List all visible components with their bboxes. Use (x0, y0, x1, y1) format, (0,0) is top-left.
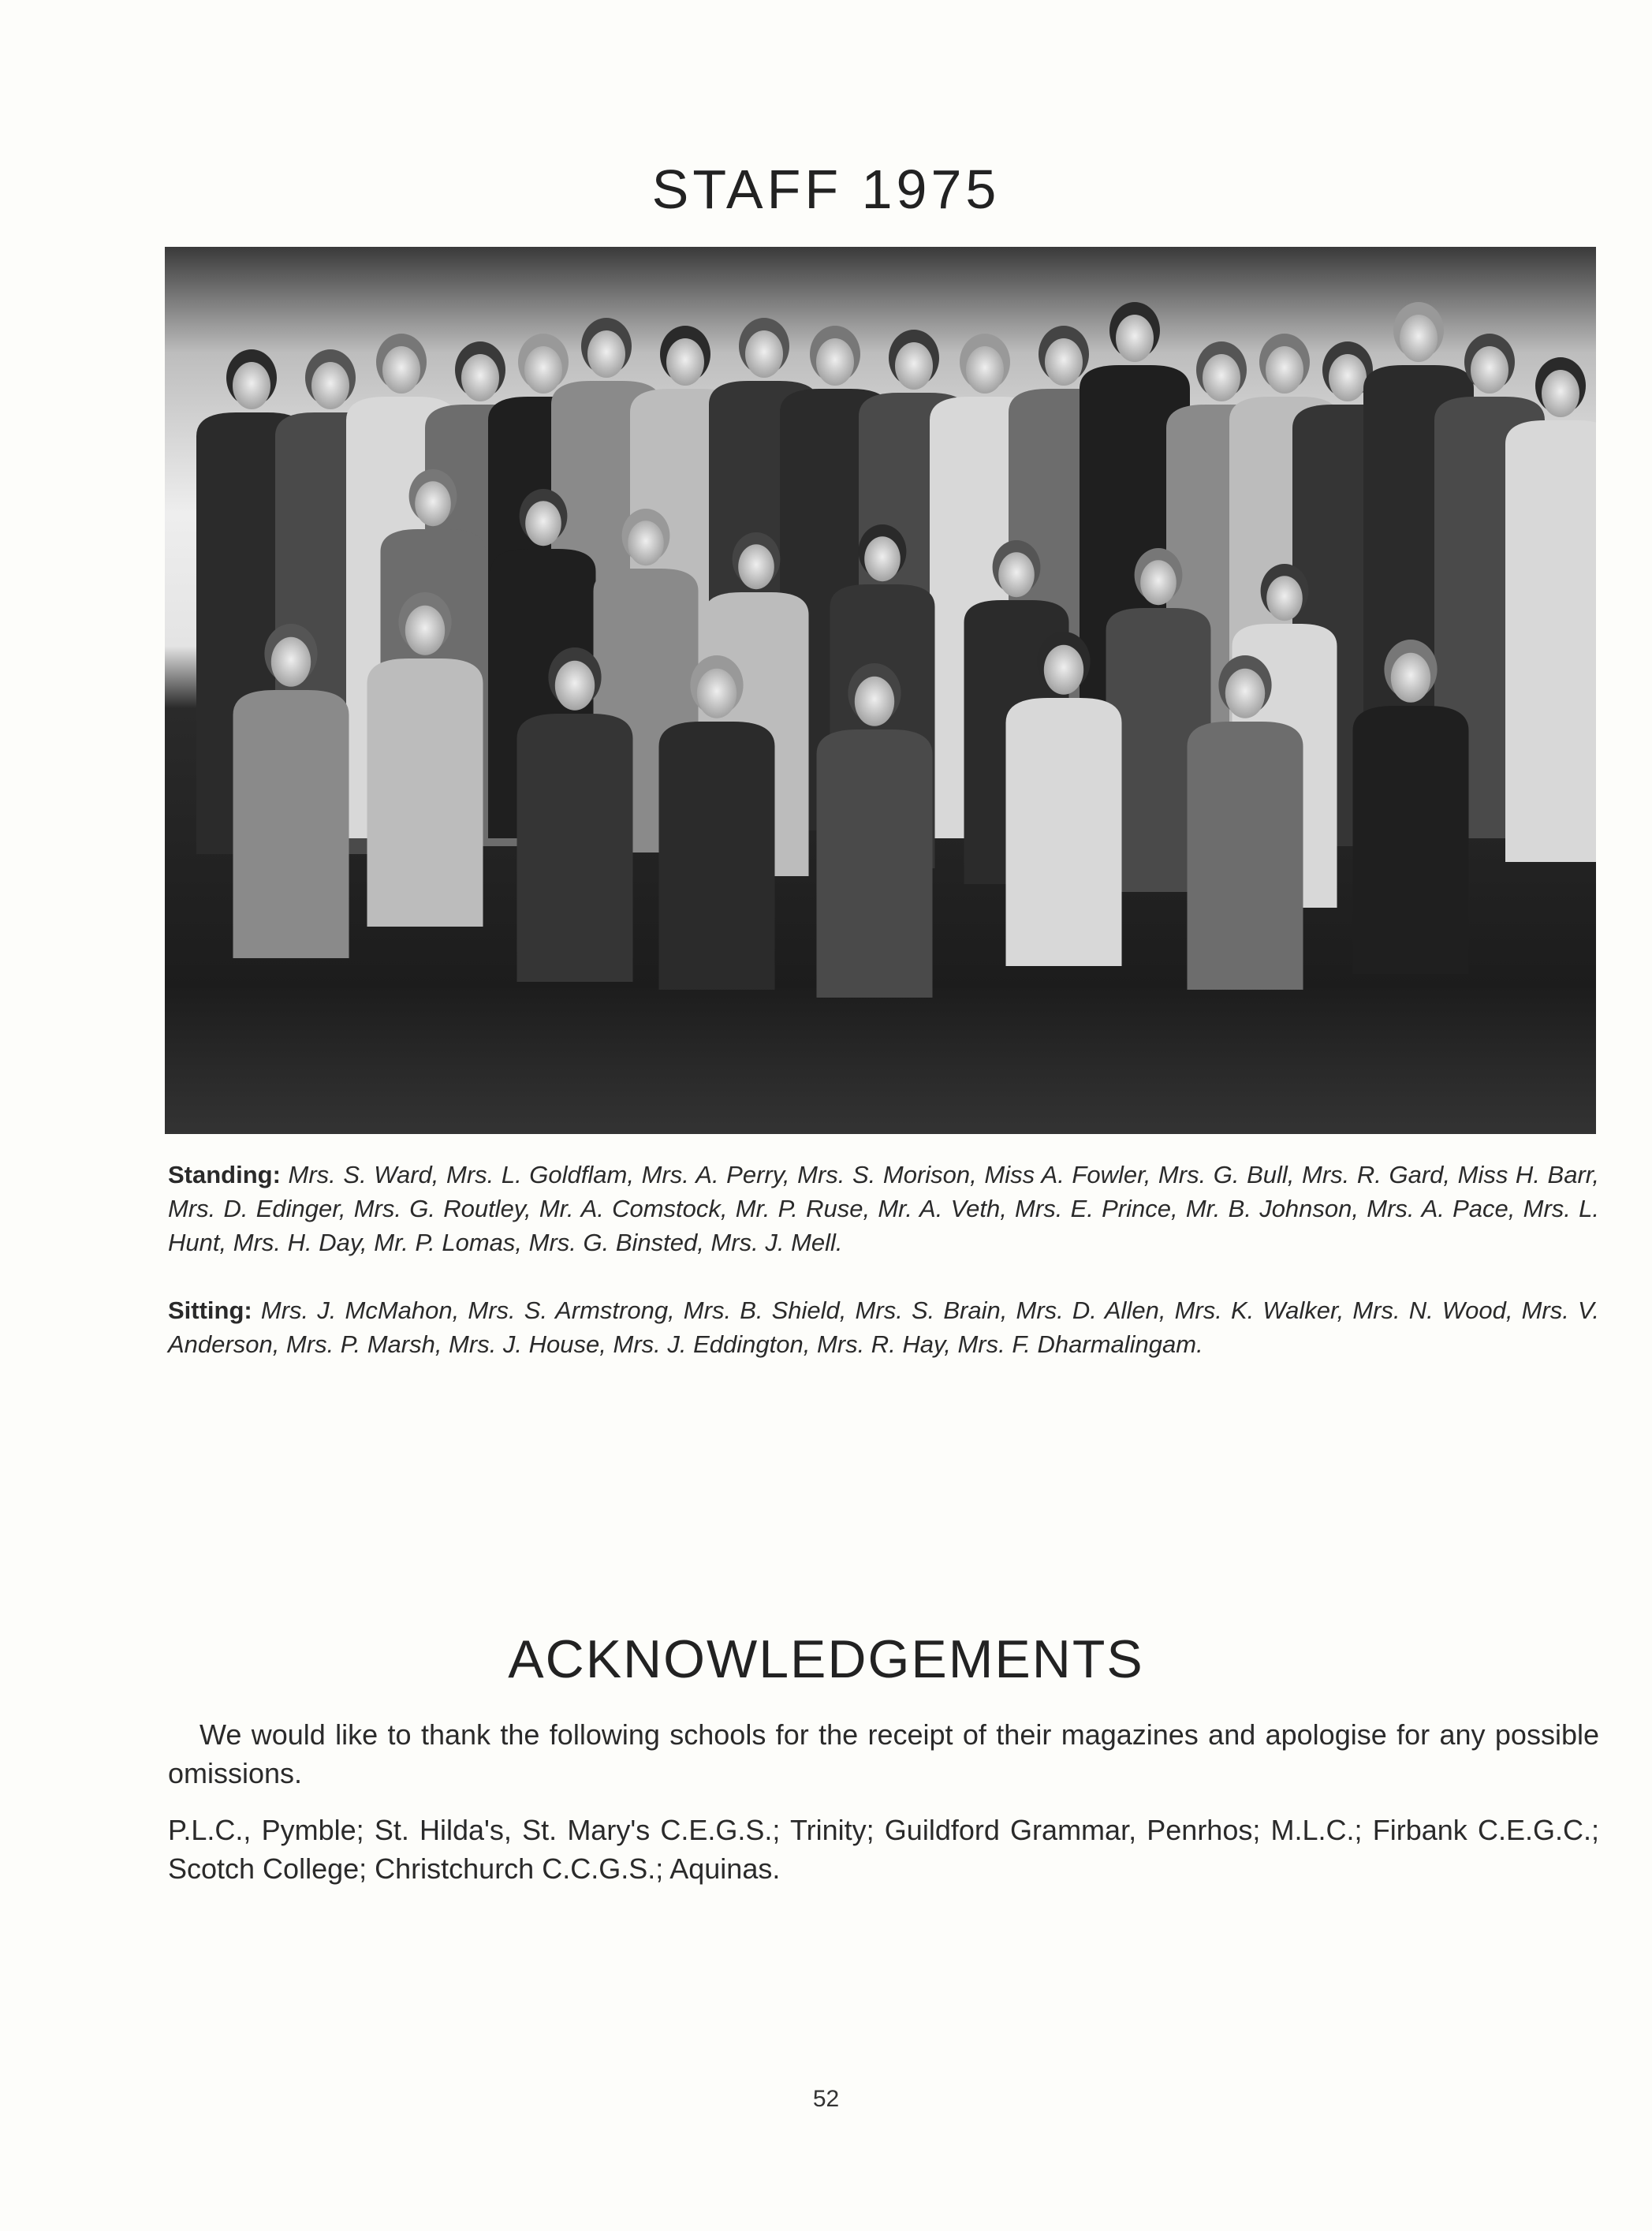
staff-photo-image (165, 247, 1596, 1134)
page-title: STAFF 1975 (651, 159, 1001, 220)
sitting-names: Mrs. J. McMahon, Mrs. S. Armstrong, Mrs. B. Shield, Mrs. S. Brain, Mrs. D. Allen, Mrs. K. Walker, Mrs. N. Wood, Mrs. V. Anderson, Mrs. P. Marsh, Mrs. J. House, Mrs. J. Eddington, Mrs. R. Hay, Mrs. F. Dharmalingam. (168, 1296, 1599, 1358)
sitting-caption (168, 1293, 1599, 1361)
acknowledgements-school-list: P.L.C., Pymble; St. Hilda's, St. Mary's C.E.G.S.; Trinity; Guildford Grammar, Penrhos; M.L.C.; Firbank C.E.G.C.; Scotch College; Christchurch C.C.G.S.; Aquinas. (168, 1814, 1599, 1885)
page-number: 52 (812, 2086, 840, 2112)
standing-caption (168, 1158, 1599, 1259)
standing-label: Standing: (168, 1161, 281, 1188)
sitting-label: Sitting: (168, 1296, 252, 1324)
acknowledgements-intro: We would like to thank the following schools for the receipt of their magazines and apologise for any possible omissions. (168, 1718, 1599, 1789)
standing-names: Mrs. S. Ward, Mrs. L. Goldflam, Mrs. A. Perry, Mrs. S. Morison, Miss A. Fowler, Mrs. G. Bull, Mrs. R. Gard, Miss H. Barr, Mrs. D. Edinger, Mrs. G. Routley, Mr. A. Comstock, Mr. P. Ruse, Mr. A. Veth, Mrs. E. Prince, Mr. B. Johnson, Mrs. A. Pace, Mrs. L. Hunt, Mrs. H. Day, Mr. P. Lomas, Mrs. G. Binsted, Mrs. J. Mell. (168, 1161, 1599, 1256)
staff-group-photo (165, 247, 1596, 1134)
staff-figure (1505, 357, 1596, 862)
acknowledgements-heading: ACKNOWLEDGEMENTS (508, 1629, 1144, 1689)
